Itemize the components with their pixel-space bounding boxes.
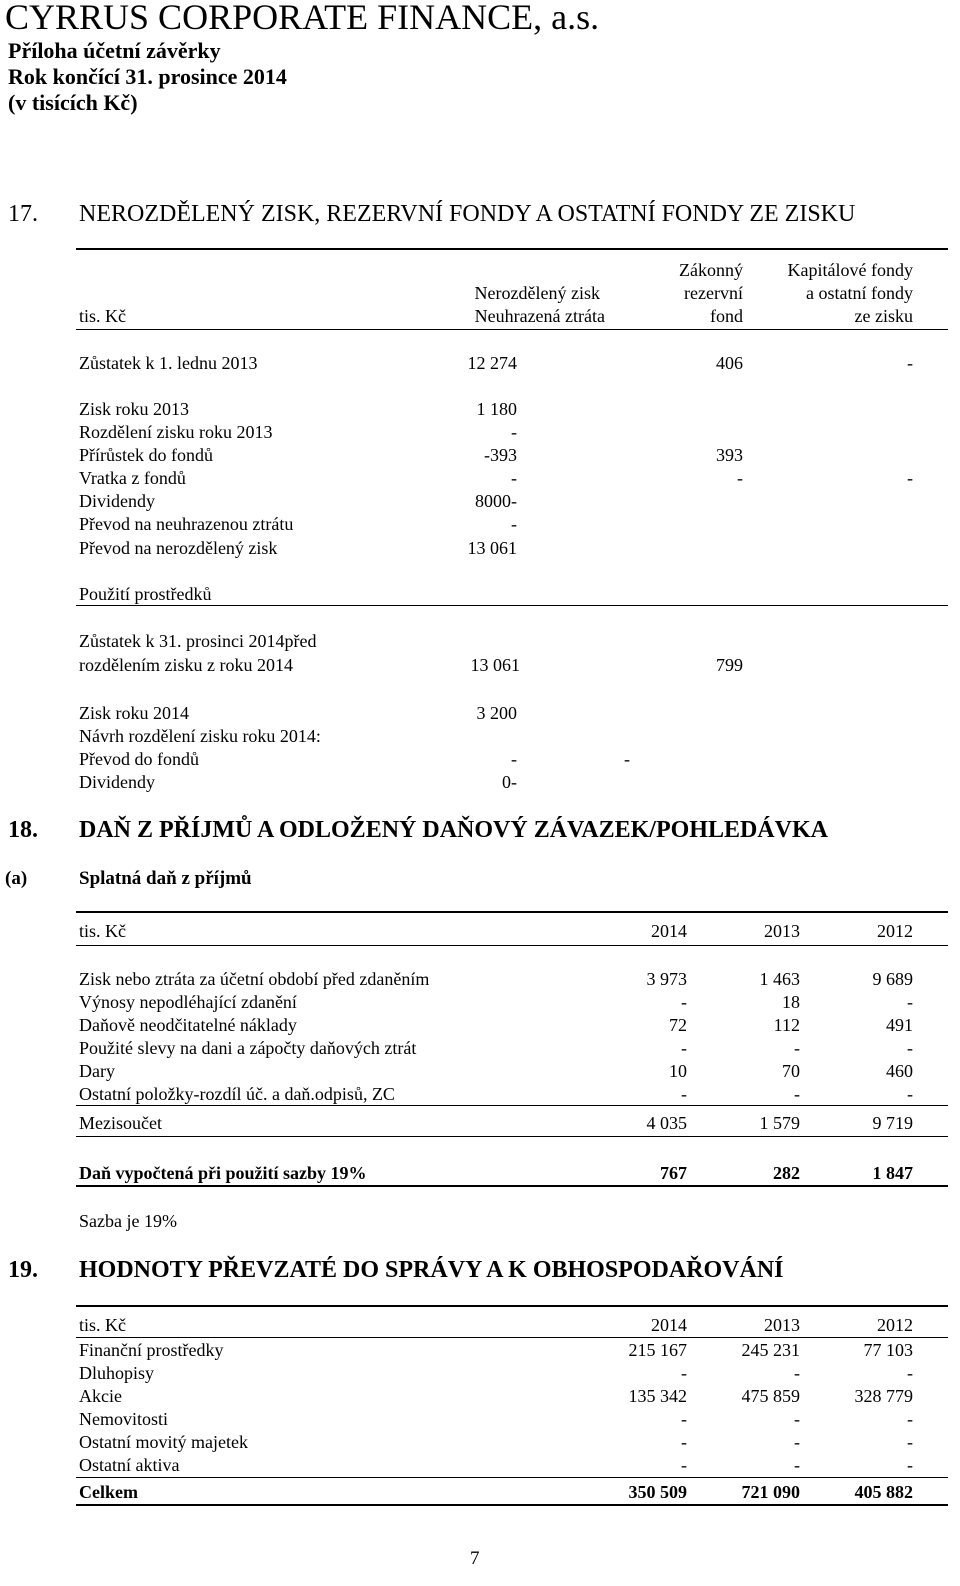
s19-row-value: 328 779 bbox=[854, 1386, 913, 1406]
s18-subtotal-rule bbox=[76, 1105, 948, 1106]
s19-year-header: 2012 bbox=[877, 1315, 913, 1335]
s19-row-value: - bbox=[794, 1432, 800, 1452]
s18-year-header: 2013 bbox=[764, 921, 800, 941]
s19-row-label: Finanční prostředky bbox=[79, 1340, 224, 1360]
report-subtitle: Příloha účetní závěrky bbox=[8, 38, 221, 63]
s17-row-c1: 13 061 bbox=[467, 538, 517, 558]
s17-row2-label: Převod do fondů bbox=[79, 749, 199, 769]
section-18-sub-title: Splatná daň z příjmů bbox=[79, 868, 252, 889]
s17-row-c2: 406 bbox=[716, 353, 743, 373]
s17-row-c3: - bbox=[907, 468, 913, 488]
s19-row-value: - bbox=[907, 1363, 913, 1383]
s18-tax-value: 282 bbox=[773, 1163, 800, 1183]
s19-header-rule bbox=[76, 1337, 948, 1338]
s18-year-header: 2012 bbox=[877, 921, 913, 941]
s19-row-value: - bbox=[794, 1409, 800, 1429]
report-period: Rok končící 31. prosince 2014 bbox=[8, 64, 287, 89]
s19-row-value: - bbox=[907, 1432, 913, 1452]
s17-row2-c1: - bbox=[511, 749, 517, 769]
s19-unit-header: tis. Kč bbox=[79, 1315, 126, 1335]
s17-row2-c1: 3 200 bbox=[476, 703, 517, 723]
s19-row-value: - bbox=[681, 1409, 687, 1429]
s17-col1-header-1: Nerozdělený zisk bbox=[474, 283, 600, 303]
s17-col-unit: tis. Kč bbox=[79, 306, 126, 326]
s17-row2-label: Dividendy bbox=[79, 772, 155, 792]
s19-row-value: - bbox=[681, 1363, 687, 1383]
s18-subtotal-value: 4 035 bbox=[646, 1113, 687, 1133]
s17-row2-c1: 0- bbox=[502, 772, 517, 792]
s19-row-value: 475 859 bbox=[741, 1386, 800, 1406]
s18-row-value: 112 bbox=[773, 1015, 800, 1035]
s17-end-label-2: rozdělením zisku z roku 2014 bbox=[79, 655, 293, 675]
s17-row-c1: - bbox=[511, 514, 517, 534]
s17-row-c1: 12 274 bbox=[467, 353, 517, 373]
s18-subtotal-label: Mezisoučet bbox=[79, 1113, 162, 1133]
s17-row-c3: - bbox=[907, 353, 913, 373]
s18-row-value: - bbox=[794, 1038, 800, 1058]
s17-row-c2: - bbox=[737, 468, 743, 488]
s19-year-header: 2013 bbox=[764, 1315, 800, 1335]
s19-row-value: - bbox=[907, 1409, 913, 1429]
s17-row-c1: -393 bbox=[484, 445, 517, 465]
s17-col2-header-1: Zákonný bbox=[679, 260, 743, 280]
s17-col3-header-3: ze zisku bbox=[854, 306, 913, 326]
s17-end-c1: 13 061 bbox=[470, 655, 520, 675]
s17-row2-label: Zisk roku 2014 bbox=[79, 703, 189, 723]
s18-row-value: - bbox=[681, 992, 687, 1012]
s17-row-label: Převod na nerozdělený zisk bbox=[79, 538, 278, 558]
s18-unit-header: tis. Kč bbox=[79, 921, 126, 941]
s19-row-label: Ostatní aktiva bbox=[79, 1455, 180, 1475]
s18-row-value: - bbox=[907, 1084, 913, 1104]
section-19-number: 19. bbox=[8, 1257, 38, 1283]
s17-use-rule bbox=[76, 605, 948, 606]
s18-row-value: - bbox=[794, 1084, 800, 1104]
s18-tax-label: Daň vypočtená při použití sazby 19% bbox=[79, 1163, 367, 1183]
s17-row-label: Zůstatek k 1. lednu 2013 bbox=[79, 353, 258, 373]
s18-row-value: 18 bbox=[782, 992, 800, 1012]
s18-row-label: Dary bbox=[79, 1061, 115, 1081]
s19-total-rule-bottom bbox=[76, 1504, 948, 1506]
s19-row-label: Nemovitosti bbox=[79, 1409, 168, 1429]
s18-row-value: 460 bbox=[886, 1061, 913, 1081]
s18-subtotal-value: 9 719 bbox=[872, 1113, 913, 1133]
section-18-number: 18. bbox=[8, 817, 38, 843]
s18-subtotal-value: 1 579 bbox=[759, 1113, 800, 1133]
s18-row-label: Daňově neodčitatelné náklady bbox=[79, 1015, 297, 1035]
s19-row-value: - bbox=[681, 1432, 687, 1452]
s18-row-value: - bbox=[907, 1038, 913, 1058]
s17-row-c1: - bbox=[511, 422, 517, 442]
s18-row-value: 491 bbox=[886, 1015, 913, 1035]
s18-row-value: - bbox=[681, 1038, 687, 1058]
s17-col3-header-1: Kapitálové fondy bbox=[787, 260, 913, 280]
report-units: (v tisících Kč) bbox=[8, 90, 138, 115]
s17-header-rule bbox=[76, 329, 948, 330]
s18-row-value: 72 bbox=[669, 1015, 687, 1035]
s19-row-label: Akcie bbox=[79, 1386, 122, 1406]
s19-row-value: - bbox=[907, 1455, 913, 1475]
s18-header-rule bbox=[76, 945, 948, 946]
s19-year-header: 2014 bbox=[651, 1315, 687, 1335]
s19-row-value: 245 231 bbox=[741, 1340, 800, 1360]
section-18-sub-letter: (a) bbox=[5, 868, 28, 889]
s17-row-label: Zisk roku 2013 bbox=[79, 399, 189, 419]
s17-end-c2: 799 bbox=[716, 655, 743, 675]
s17-col2-header-2: rezervní bbox=[684, 283, 743, 303]
s17-row-c1: 1 180 bbox=[476, 399, 517, 419]
section-19-title: HODNOTY PŘEVZATÉ DO SPRÁVY A K OBHOSPODAŘOVÁNÍ bbox=[79, 1257, 784, 1283]
s17-col2-header-3: fond bbox=[710, 306, 743, 326]
s17-col3-header-2: a ostatní fondy bbox=[806, 283, 913, 303]
s18-row-value: 9 689 bbox=[872, 969, 913, 989]
s17-row-c1: - bbox=[511, 468, 517, 488]
s18-tax-value: 767 bbox=[660, 1163, 687, 1183]
page-number: 7 bbox=[470, 1548, 480, 1569]
s17-row2-c2: - bbox=[624, 749, 630, 769]
s18-row-value: - bbox=[907, 992, 913, 1012]
section-17-title: NEROZDĚLENÝ ZISK, REZERVNÍ FONDY A OSTATNÍ FONDY ZE ZISKU bbox=[79, 201, 856, 227]
section-18-title: DAŇ Z PŘÍJMŮ A ODLOŽENÝ DAŇOVÝ ZÁVAZEK/POHLEDÁVKA bbox=[79, 817, 828, 843]
s17-row-c2: 393 bbox=[716, 445, 743, 465]
s18-row-value: 70 bbox=[782, 1061, 800, 1081]
s19-row-label: Ostatní movitý majetek bbox=[79, 1432, 248, 1452]
s19-table-top-rule bbox=[76, 1305, 948, 1307]
s17-end-label-1: Zůstatek k 31. prosinci 2014před bbox=[79, 631, 317, 651]
s17-row-c1: 8000- bbox=[475, 491, 517, 511]
s19-row-value: - bbox=[681, 1455, 687, 1475]
s18-row-label: Použité slevy na dani a zápočty daňových ztrát bbox=[79, 1038, 417, 1058]
company-name: CYRRUS CORPORATE FINANCE, a.s. bbox=[5, 0, 600, 37]
s17-row2-label: Návrh rozdělení zisku roku 2014: bbox=[79, 726, 321, 746]
s17-row-label: Dividendy bbox=[79, 491, 155, 511]
s19-total-label: Celkem bbox=[79, 1482, 138, 1502]
s18-year-header: 2014 bbox=[651, 921, 687, 941]
s18-row-label: Výnosy nepodléhající zdanění bbox=[79, 992, 297, 1012]
section-17-table-top-rule bbox=[76, 248, 948, 250]
s17-row-label: Vratka z fondů bbox=[79, 468, 186, 488]
s18-tax-rule-top bbox=[76, 1136, 948, 1137]
s18-row-value: 3 973 bbox=[646, 969, 687, 989]
s19-row-value: 77 103 bbox=[863, 1340, 913, 1360]
s19-row-label: Dluhopisy bbox=[79, 1363, 155, 1383]
s19-total-rule-top bbox=[76, 1477, 948, 1478]
s18-row-label: Ostatní položky-rozdíl úč. a daň.odpisů, ZC bbox=[79, 1084, 395, 1104]
s19-total-value: 721 090 bbox=[741, 1482, 800, 1502]
s18-tax-value: 1 847 bbox=[872, 1163, 913, 1183]
s17-use-label: Použití prostředků bbox=[79, 584, 212, 604]
s18-row-value: 1 463 bbox=[759, 969, 800, 989]
s18-row-label: Zisk nebo ztráta za účetní období před zdaněním bbox=[79, 969, 430, 989]
s19-total-value: 350 509 bbox=[628, 1482, 687, 1502]
s19-row-value: - bbox=[794, 1363, 800, 1383]
s18-rate-note: Sazba je 19% bbox=[79, 1211, 177, 1231]
s17-row-label: Rozdělení zisku roku 2013 bbox=[79, 422, 273, 442]
s19-row-value: - bbox=[794, 1455, 800, 1475]
s18-row-value: 10 bbox=[669, 1061, 687, 1081]
section-17-number: 17. bbox=[8, 201, 38, 227]
s19-row-value: 215 167 bbox=[628, 1340, 687, 1360]
s19-row-value: 135 342 bbox=[628, 1386, 687, 1406]
s18-row-value: - bbox=[681, 1084, 687, 1104]
s17-col1-header-2: Neuhrazená ztráta bbox=[474, 306, 605, 326]
s18-tax-rule-bottom bbox=[76, 1185, 948, 1187]
s17-row-label: Převod na neuhrazenou ztrátu bbox=[79, 514, 294, 534]
s18-table-top-rule bbox=[76, 911, 948, 913]
s19-total-value: 405 882 bbox=[854, 1482, 913, 1502]
s17-row-label: Přírůstek do fondů bbox=[79, 445, 213, 465]
